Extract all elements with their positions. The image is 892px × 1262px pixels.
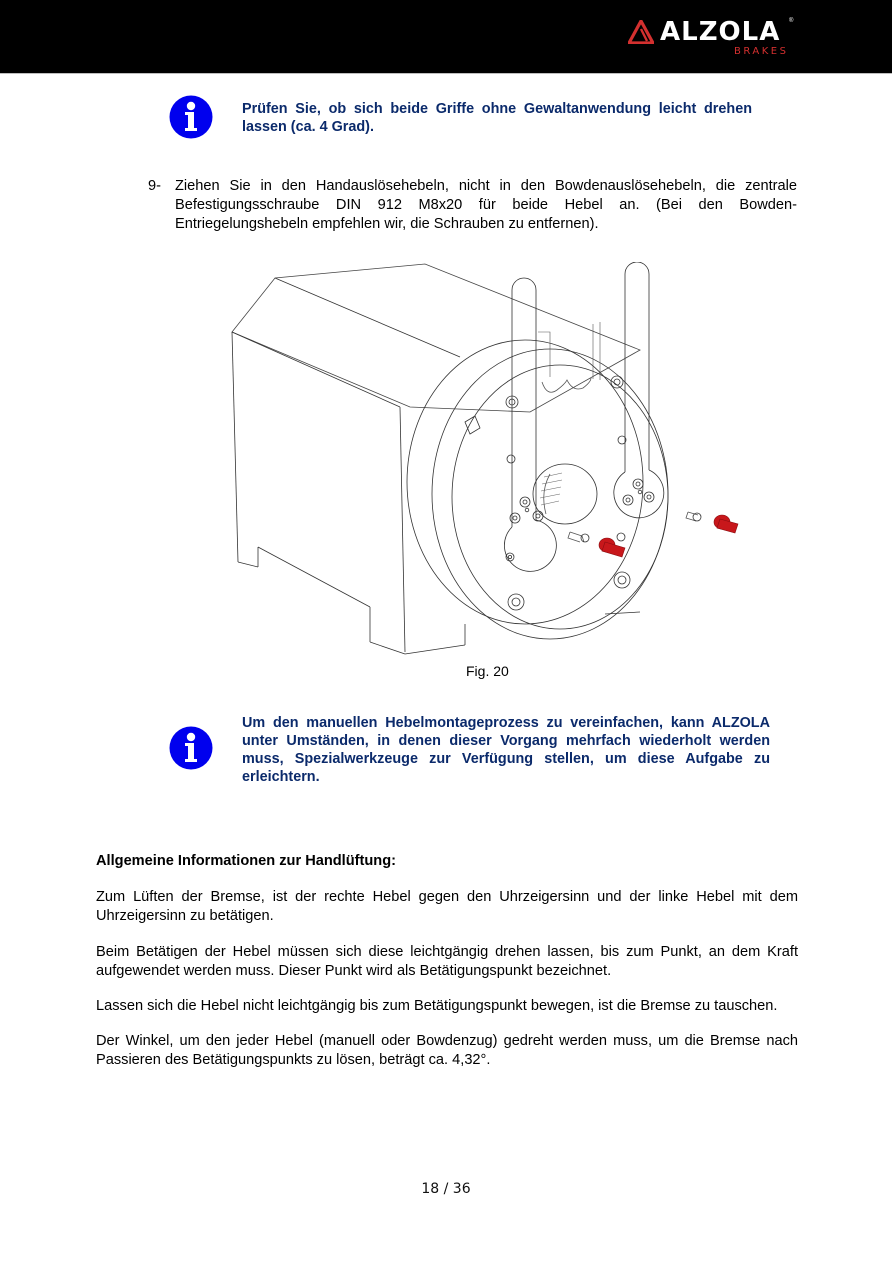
paragraph: Lassen sich die Hebel nicht leichtgängig bis zum Betätigungspunkt bewegen, ist die Bremse zu tauschen. <box>96 998 778 1014</box>
info-note-text: Prüfen Sie, ob sich beide Griffe ohne Gewaltanwendung leicht drehen lassen (ca. 4 Grad). <box>242 101 752 135</box>
paragraph: Der Winkel, um den jeder Hebel (manuell oder Bowdenzug) gedreht werden muss, um die Bremse nach Passieren des Betätigungspunkts zu lösen, beträgt ca. 4,32°. <box>96 1033 798 1068</box>
page-number: 18 / 36 <box>421 1181 471 1197</box>
step-number: 9- <box>148 178 161 194</box>
registered-mark: ® <box>789 18 794 24</box>
brake-assembly-figure <box>220 262 780 662</box>
alzola-logo <box>626 16 798 60</box>
page-header <box>0 0 892 74</box>
paragraph: Zum Lüften der Bremse, ist der rechte Hebel gegen den Uhrzeigersinn und der linke Hebel mit dem Uhrzeigersinn zu betätigen. <box>96 889 798 924</box>
info-icon <box>169 95 213 139</box>
info-icon <box>169 726 213 770</box>
brand-name: ALZOLA <box>660 17 781 47</box>
step-text: Ziehen Sie in den Handauslösehebeln, nicht in den Bowdenauslösehebeln, die zentrale Befestigungsschraube DIN 912 M8x20 für beide Hebel an. (Bei den Bowden-Entriegelungshebeln empfehlen wir, die Schrauben zu entfernen). <box>175 178 797 232</box>
brand-subtitle: BRAKES <box>734 46 789 57</box>
figure-caption: Fig. 20 <box>466 663 509 679</box>
section-heading: Allgemeine Informationen zur Handlüftung: <box>96 853 396 869</box>
triangle-logo-icon <box>628 20 654 44</box>
paragraph: Beim Betätigen der Hebel müssen sich diese leichtgängig drehen lassen, bis zum Punkt, an dem Kraft aufgewendet werden muss. Dieser Punkt wird als Betätigungspunkt bezeichnet. <box>96 944 798 979</box>
info-note-text: Um den manuellen Hebelmontageprozess zu vereinfachen, kann ALZOLA unter Umständen, in denen dieser Vorgang mehrfach wiederholt werden muss, Spezialwerkzeuge zur Verfügung stellen, um diese Aufgabe zu erleichtern. <box>242 715 770 785</box>
